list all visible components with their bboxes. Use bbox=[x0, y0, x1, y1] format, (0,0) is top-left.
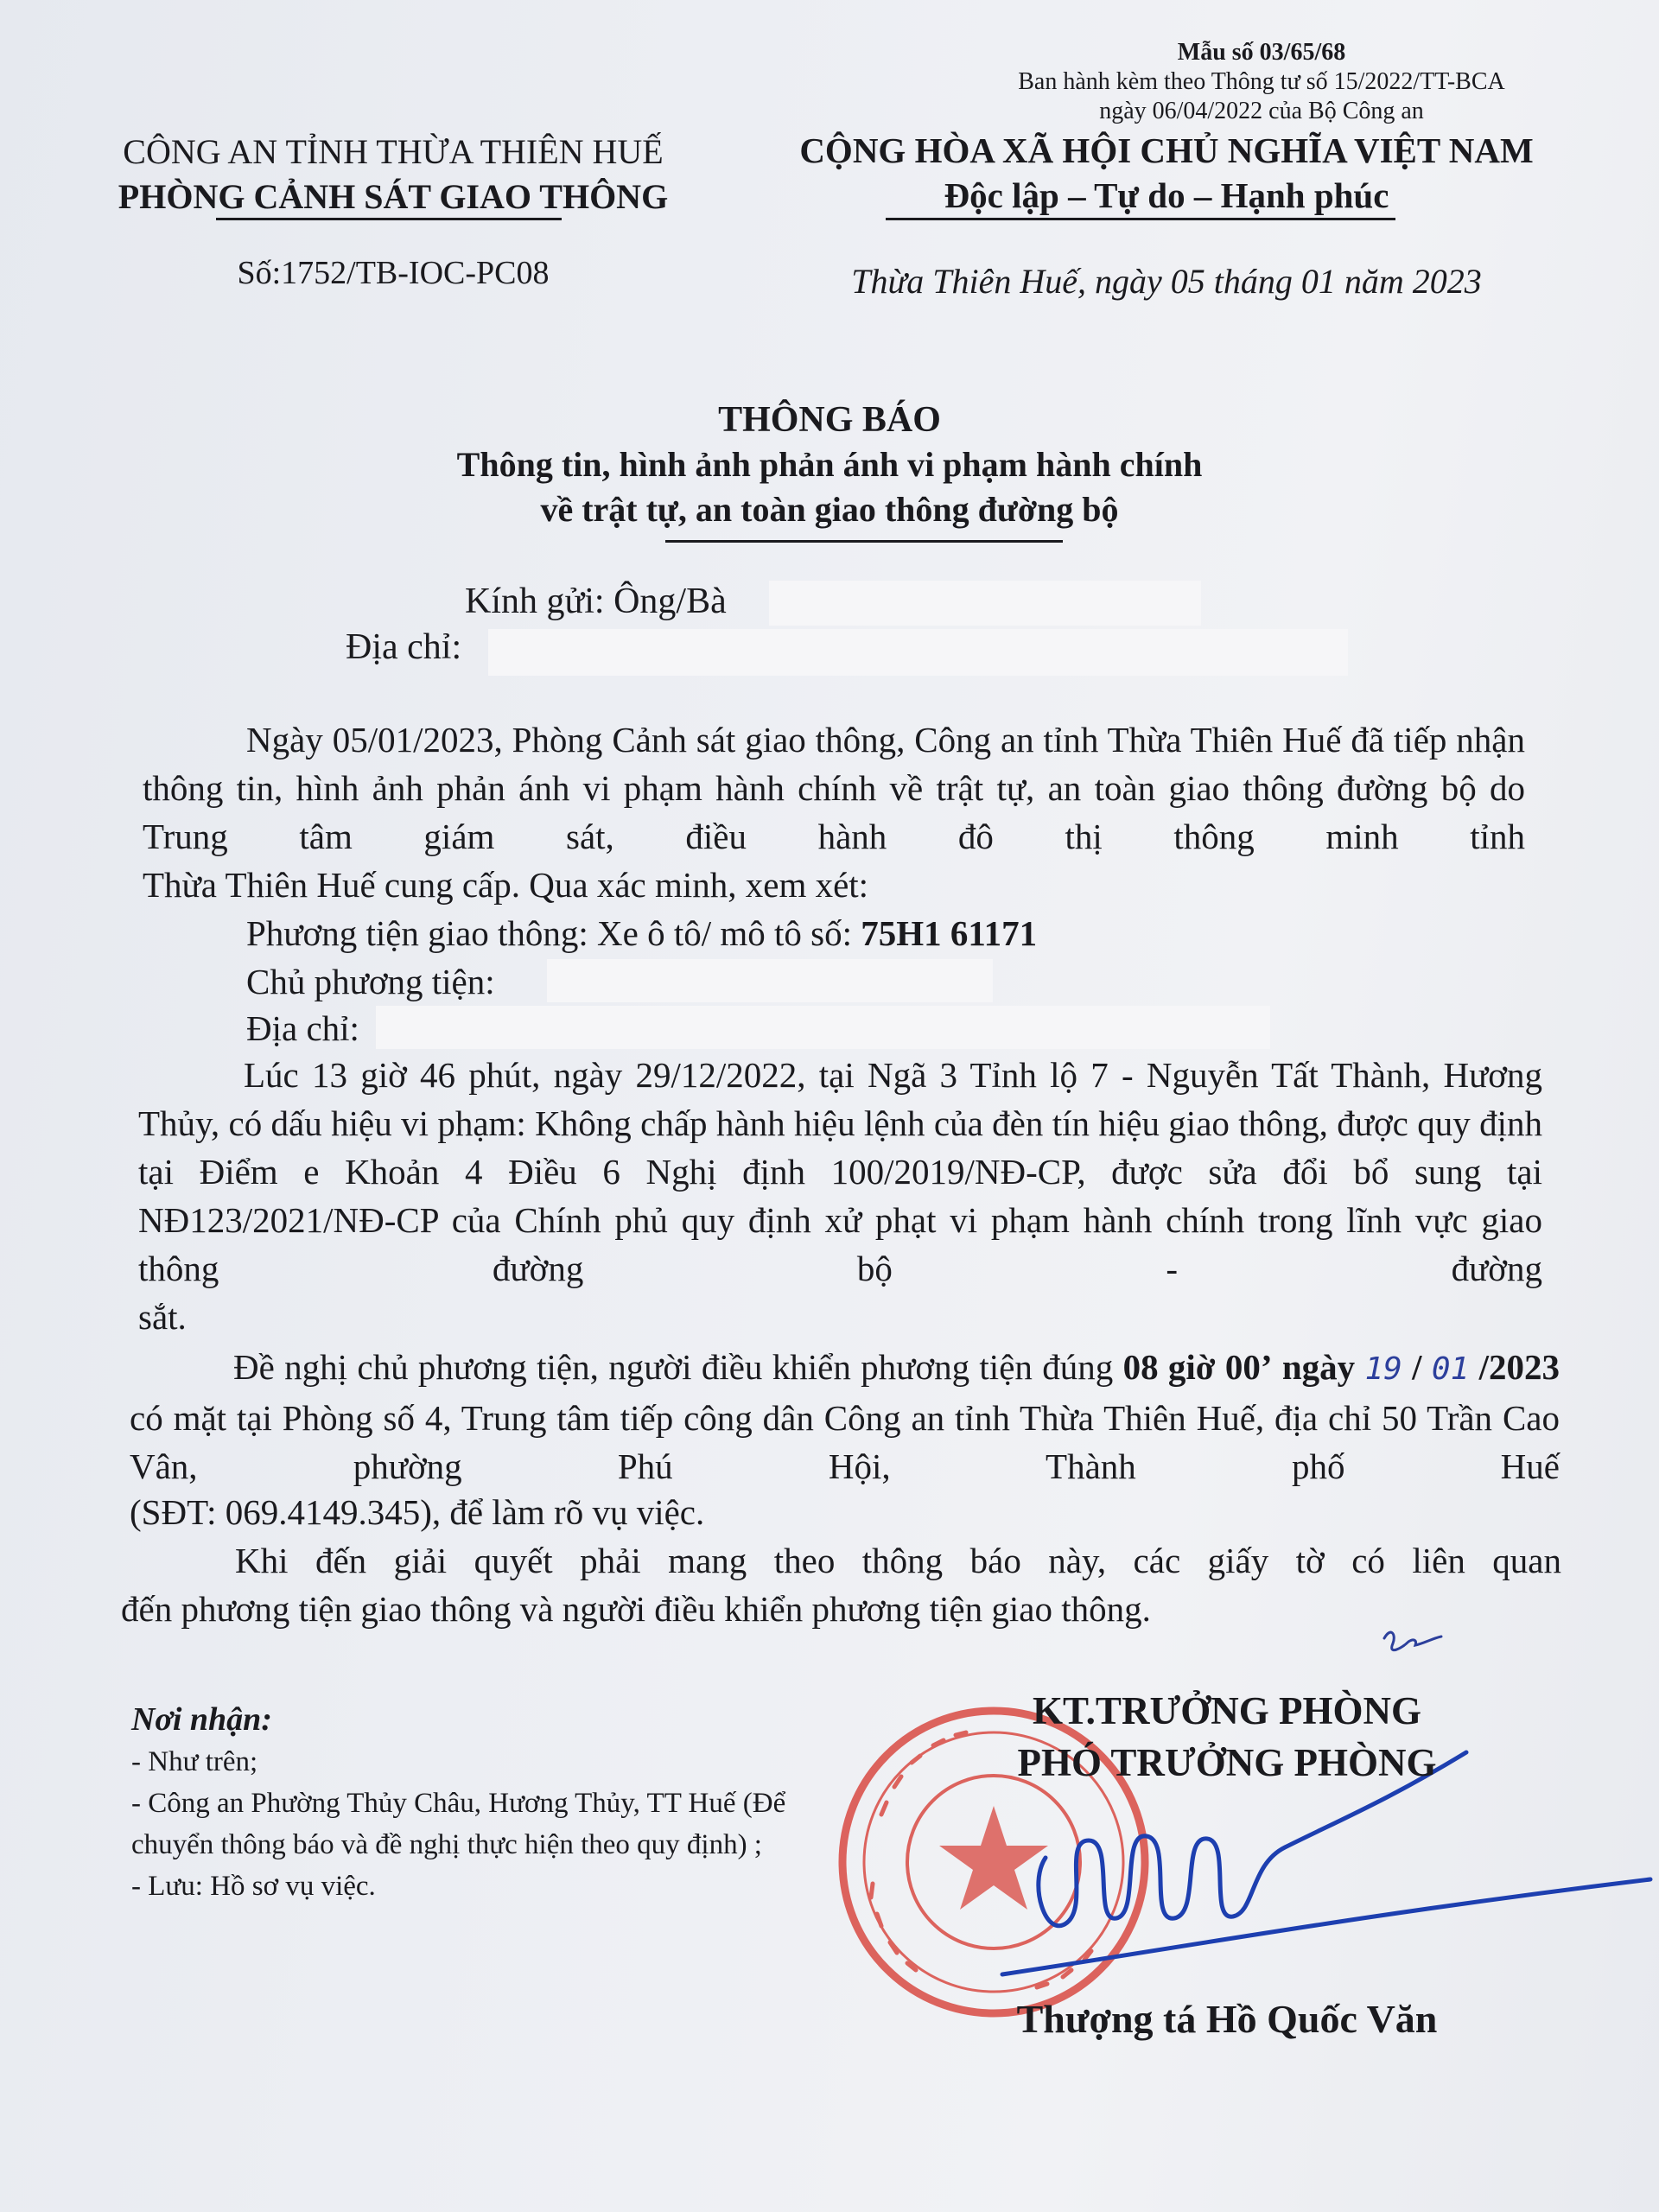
recipient-label: Kính gửi: Ông/Bà bbox=[465, 582, 727, 621]
appointment-time: 08 giờ 00’ bbox=[1122, 1347, 1273, 1387]
signature-title2: PHÓ TRƯỞNG PHÒNG bbox=[1017, 1741, 1437, 1784]
issuer-line1: CÔNG AN TỈNH THỪA THIÊN HUẾ bbox=[123, 132, 664, 171]
signature-block bbox=[933, 1685, 1521, 1789]
nation-line2: Độc lập – Tự do – Hạnh phúc bbox=[944, 175, 1389, 215]
body-paragraph-4: Khi đến giải quyết phải mang theo thông báo này, các giấy tờ có liên quan bbox=[235, 1541, 1561, 1580]
appointment-day-label: ngày bbox=[1281, 1347, 1365, 1387]
title-sub2: về trật tự, an toàn giao thông đường bộ bbox=[540, 490, 1119, 529]
body-paragraph-2-end: sắt. bbox=[138, 1297, 187, 1337]
signature-title1: KT.TRƯỞNG PHÒNG bbox=[1033, 1689, 1421, 1732]
body-paragraph-1: Ngày 05/01/2023, Phòng Cảnh sát giao thông, Công an tỉnh Thừa Thiên Huế đã tiếp nhận thông tin, hình ảnh phản ánh vi phạm hành chính về trật tự, an toàn giao thông đường bộ do Trung tâm giám sát, điều hành đô thị thông minh tỉnh bbox=[143, 720, 1525, 856]
recipients-item: - Lưu: Hồ sơ vụ việc. bbox=[131, 1871, 376, 1902]
nation-line1: CỘNG HÒA XÃ HỘI CHỦ NGHĨA VIỆT NAM bbox=[799, 130, 1534, 170]
vehicle-plate: 75H1 61171 bbox=[861, 913, 1038, 953]
recipients-item: - Như trên; bbox=[131, 1746, 258, 1777]
appointment-year: /2023 bbox=[1469, 1347, 1560, 1387]
body-paragraph-2: Lúc 13 giờ 46 phút, ngày 29/12/2022, tại Ngã 3 Tỉnh lộ 7 - Nguyễn Tất Thành, Hương Thủy, có dấu hiệu vi phạm: Không chấp hành hiệu lệnh của đèn tín hiệu giao thông, được quy định tại Điểm e Khoản 4 Điều 6 Nghị định 100/2019/NĐ-CP, được sửa đổi bổ sung tại NĐ123/2021/NĐ-CP của Chính phủ quy định xử phạt vi phạm hành chính trong lĩnh vực giao thông đường bộ - đường bbox=[138, 1055, 1542, 1288]
form-issued-line1: Ban hành kèm theo Thông tư số 15/2022/TT-BCA bbox=[1018, 68, 1505, 95]
appointment-month: 01 bbox=[1431, 1351, 1470, 1387]
document-number: Số:1752/TB-IOC-PC08 bbox=[237, 255, 550, 291]
appointment-day: 19 bbox=[1364, 1351, 1402, 1387]
initials-mark bbox=[1384, 1632, 1441, 1650]
recipients-item: - Công an Phường Thủy Châu, Hương Thủy, TT Huế (Để chuyển thông báo và đề nghị thực hiện theo quy định) ; bbox=[131, 1788, 786, 1860]
body-paragraph-1-end: Thừa Thiên Huế cung cấp. Qua xác minh, xem xét: bbox=[143, 865, 869, 905]
vehicle-label: Phương tiện giao thông: Xe ô tô/ mô tô số: bbox=[246, 913, 861, 953]
form-issued-line2: ngày 06/04/2022 của Bộ Công an bbox=[1099, 98, 1424, 124]
form-code: Mẫu số 03/65/68 bbox=[1177, 39, 1346, 66]
p3-text-b: có mặt tại Phòng số 4, Trung tâm tiếp công dân Công an tỉnh Thừa Thiên Huế, địa chỉ 50 Trần Cao Vân, phường Phú Hội, Thành phố Huế bbox=[130, 1398, 1560, 1486]
body-paragraph-3-end: (SĐT: 069.4149.345), để làm rõ vụ việc. bbox=[130, 1492, 705, 1532]
signer-name: Thượng tá Hồ Quốc Văn bbox=[1016, 1997, 1438, 2041]
body-paragraph-4-end: đến phương tiện giao thông và người điều khiển phương tiện giao thông. bbox=[121, 1589, 1151, 1629]
address-label: Địa chỉ: bbox=[346, 627, 462, 667]
place-date: Thừa Thiên Huế, ngày 05 tháng 01 năm 2023 bbox=[851, 262, 1482, 301]
title-sub1: Thông tin, hình ảnh phản ánh vi phạm hành chính bbox=[456, 445, 1203, 484]
appointment-date-separator: / bbox=[1402, 1347, 1432, 1387]
owner-address-label: Địa chỉ: bbox=[246, 1008, 359, 1048]
recipients-heading: Nơi nhận: bbox=[131, 1701, 272, 1738]
p3-text-a: Đề nghị chủ phương tiện, người điều khiển phương tiện đúng bbox=[233, 1347, 1123, 1387]
owner-label: Chủ phương tiện: bbox=[246, 962, 495, 1001]
issuer-line2: PHÒNG CẢNH SÁT GIAO THÔNG bbox=[118, 177, 669, 216]
title-main: THÔNG BÁO bbox=[718, 400, 941, 440]
